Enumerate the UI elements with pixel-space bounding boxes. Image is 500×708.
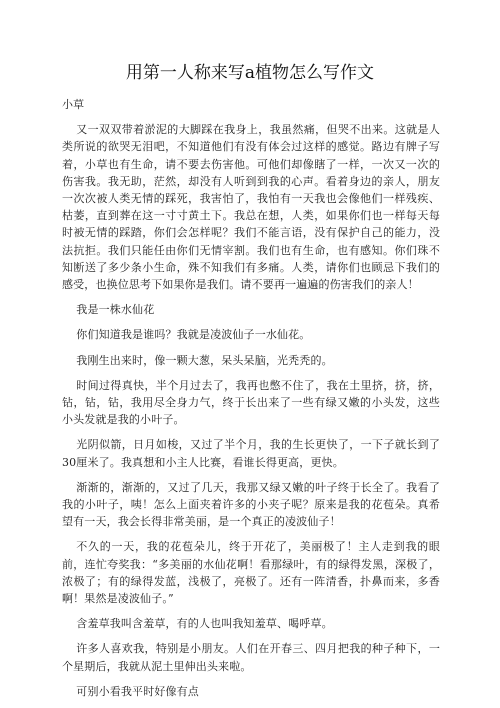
paragraph: 我刚生出来时，像一颗大葱，呆头呆脑，光秃秃的。 (76, 353, 333, 367)
document-title: 用第一人称来写a植物怎么写作文 (125, 63, 375, 83)
paragraph: 渐渐的，渐渐的，又过了几天，我那又绿又嫩的叶子终于长全了。我看了我的小叶子，咦！怎么上面夹着许多的小夹子呢？原来是我的花苞朵。真希望有一天，我会长得非常美丽，是一个真正的凌波仙子！ (62, 480, 440, 529)
document-body (62, 96, 463, 708)
paragraph: 含羞草我叫含羞草，有的人也叫我知羞草、喝呼草。 (76, 617, 333, 631)
author-line: 小草 (62, 98, 85, 111)
paragraph: 许多人喜欢我，特别是小朋友。人们在开春三、四月把我的种子种下，一个星期后，我就从泥土里伸出头来啦。 (62, 642, 440, 673)
paragraph: 可别小看我平时好像有点 (76, 684, 199, 698)
section-heading: 我是一株水仙花 (76, 303, 155, 317)
paragraph: 时间过得真快，半个月过去了，我再也憋不住了，我在土里挤，挤，挤，钻，钻，钻，我用尽全身力气，终于长出来了一些有绿又嫩的小头发，这些小头发就是我的小叶子。 (62, 378, 440, 427)
paragraph: 不久的一天，我的花苞朵儿，终于开花了，美丽极了！主人走到我的眼前，连忙夸奖我：“多美丽的水仙花啊！看那绿叶，有的绿得发黑，深极了，浓极了；有的绿得发蓝，浅极了，亮极了。还有一阵清香，扑鼻而来，多香啊！果然是凌波仙子。” (62, 540, 440, 606)
paragraph: 光阴似箭，日月如梭，又过了半个月，我的生长更快了，一下子就长到了 30厘米了。我真想和小主人比赛，看谁长得更高，更快。 (62, 438, 463, 469)
paragraph: 你们知道我是谁吗？我就是凌波仙子一水仙花。 (76, 328, 311, 342)
paragraph: 又一双双带着淤泥的大脚踩在我身上，我虽然痛，但哭不出来。这就是人类所说的欲哭无泪吧，不知道他们有没有体会过这样的感觉。路边有牌子写着，小草也有生命，请不要去伤害他。可他们却像瞎了一样，一次又一次的伤害我。我无助，茫然，却没有人听到到我的心声。看着身边的亲人，朋友一次次被人类无情的踩死，我害怕了，我怕有一天我也会像他们一样残疾、枯萎，直到葬在这一寸寸黄土下。我总在想，人类，如果你们也一样每天每时被无情的踩踏，你们会怎样呢？我们不能言语，没有保护自己的能力，没法抗拒。我们只能任由你们无情宰割。我们也有生命，也有感知。你们珠不知断送了多少条小生命，殊不知我们有多痛。人类，请你们也顾忌下我们的感受，也换位思考下如果你是我们。请不要再一遍遍的伤害我们的亲人！ (62, 123, 440, 292)
